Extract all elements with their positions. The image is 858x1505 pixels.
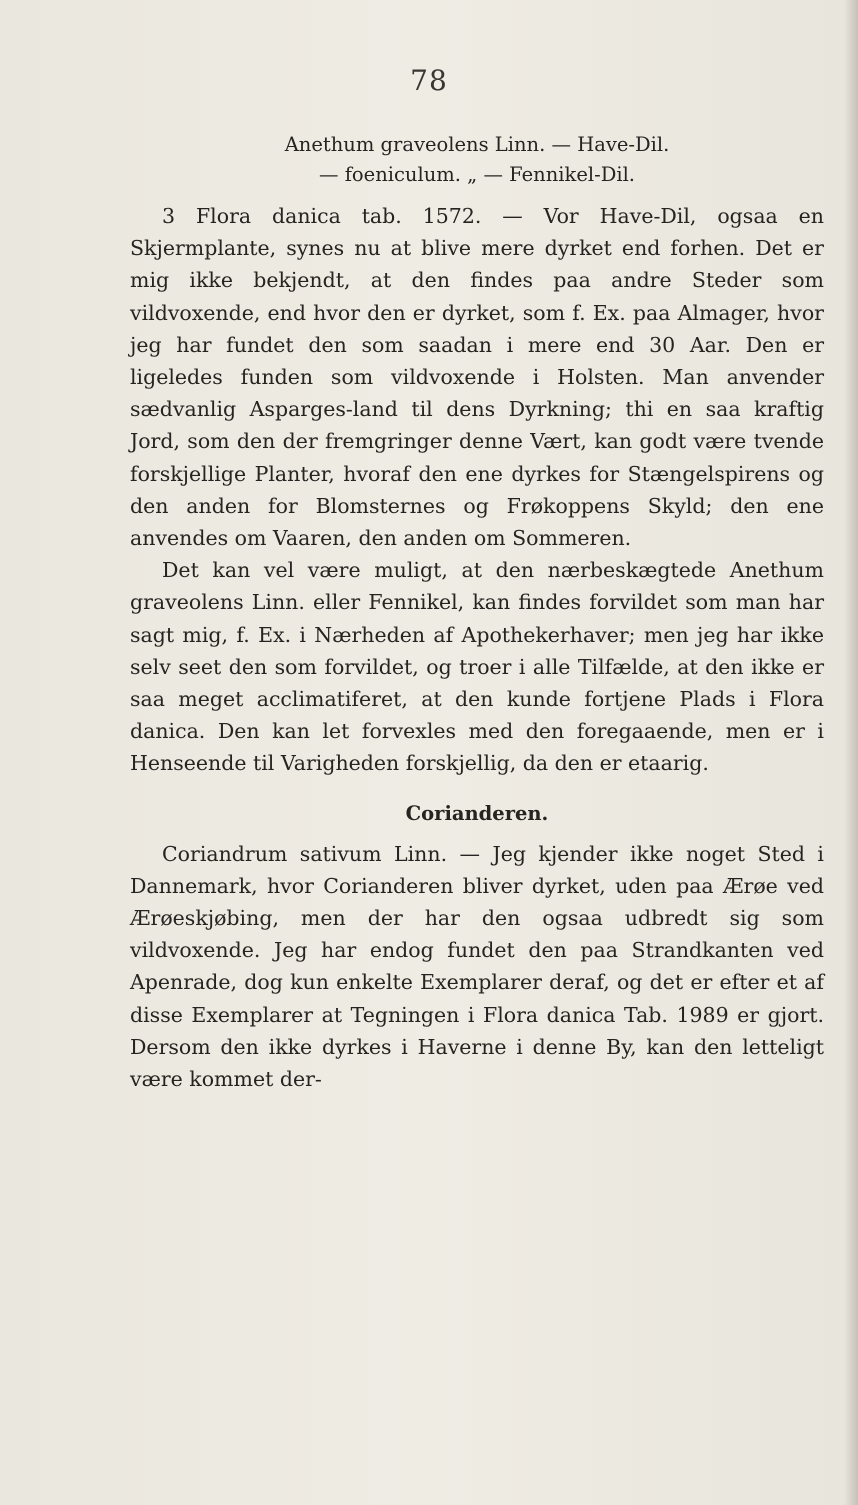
paragraph-fennikel: Det kan vel være muligt, at den nærbeskægtede Anethum graveolens Linn. eller Fennikel, kan findes forvildet som man har sagt mig, f. Ex. i Nærheden af Apothekerhaver; men jeg har ikke selv seet den som forvildet, og troer i alle Tilfælde, at den ikke er saa meget acclimatiferet, at den kunde fortjene Plads i Flora danica. Den kan let forvexles med den foregaaende, men er i Henseende til Varigheden forskjellig, da den er etaarig.	[130, 558, 824, 776]
page-content	[130, 130, 824, 1095]
paragraph-coriander: Coriandrum sativum Linn. — Jeg kjender ikke noget Sted i Dannemark, hvor Corianderen bliver dyrket, uden paa Ærøe ved Ærøeskjøbing, men der har den ogsaa udbredt sig som vildvoxende. Jeg har endog fundet den paa Strandkanten ved Apenrade, dog kun enkelte Exemplarer deraf, og det er efter et af disse Exemplarer at Tegningen i Flora danica Tab. 1989 er gjort. Dersom den ikke dyrkes i Haverne i denne By, kan den letteligt være kommet der-	[130, 841, 824, 1092]
paragraph-have-dil: 3 Flora danica tab. 1572. — Vor Have-Dil, ogsaa en Skjermplante, synes nu at blive mere dyrket end forhen. Det er mig ikke bekjendt, at den findes paa andre Steder som vildvoxende, end hvor den er dyrket, som f. Ex. paa Almager, hvor jeg har fundet den som saadan i mere end 30 Aar. Den er ligeledes funden som vildvoxende i Holsten. Man anvender sædvanlig Asparges-land til dens Dyrkning; thi en saa kraftig Jord, som den der fremgringer denne Vært, kan godt være tvende forskjellige Planter, hvoraf den ene dyrkes for Stængelspirens og den anden for Blomsternes og Frøkoppens Skyld; den ene anvendes om Vaaren, den anden om Sommeren.	[130, 204, 824, 551]
synonym-line-1: Anethum graveolens Linn. — Have-Dil.	[284, 133, 670, 156]
synonym-line-2: — foeniculum. „ — Fennikel-Dil.	[319, 163, 635, 186]
page-number: 78	[410, 64, 448, 97]
section-heading: Corianderen.	[405, 801, 549, 825]
page-edge-shadow	[844, 0, 858, 1505]
